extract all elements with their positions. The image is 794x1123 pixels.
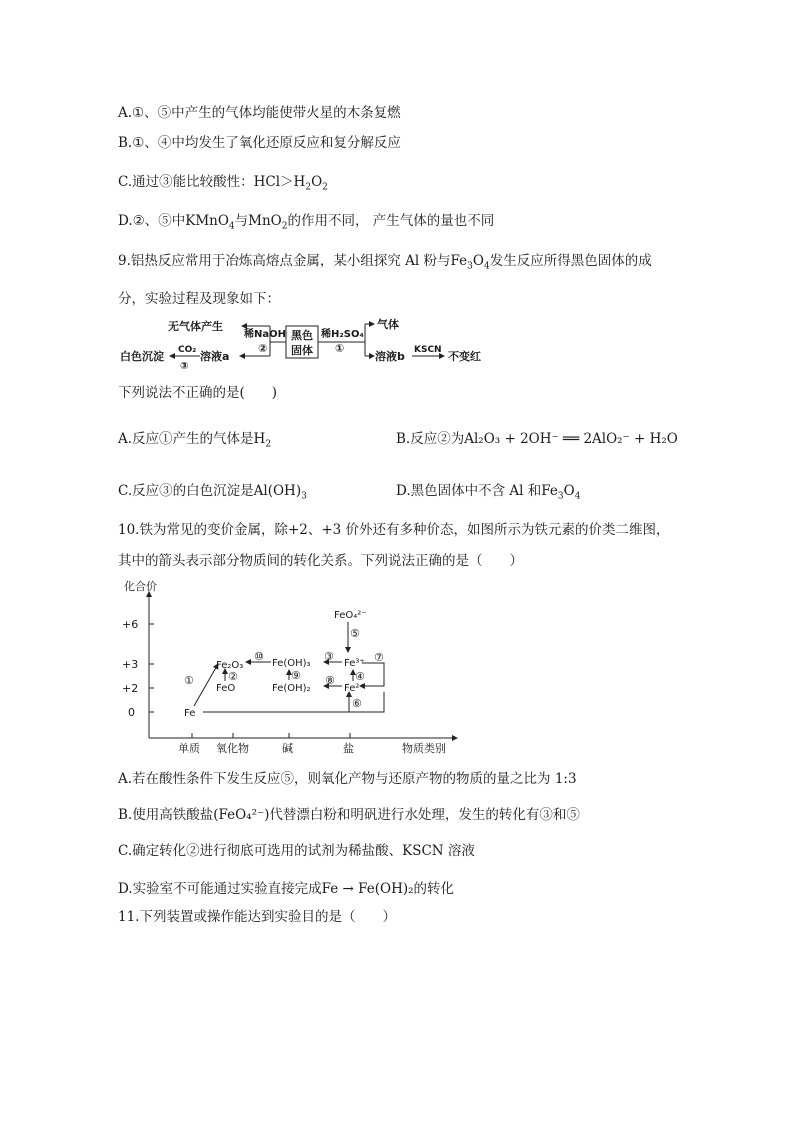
species-feo: FeO <box>216 683 236 694</box>
q9-option-a: A.反应①产生的气体是$H_2$ <box>118 431 272 450</box>
q9-option-b: B.反应②为Al₂O₃ + 2OH⁻ ══ 2AlO₂⁻ + H₂O <box>396 431 678 447</box>
q8-option-c: C.通过③能比较酸性：$HCl>H_2O_2$ <box>118 174 328 193</box>
flow-sol-b: 溶液b <box>375 350 405 363</box>
x-axis-title: 物质类别 <box>402 742 446 755</box>
q10-stem-line1: 10.铁为常见的变价金属，除+2、+3 价外还有多种价态，如图所示为铁元素的价类二维图， <box>118 522 670 538</box>
step-10: ⑩ <box>254 650 264 663</box>
step-7: ⑦ <box>374 651 384 664</box>
q8-option-d: D.②、⑤中KMnO$_4$与MnO$_2$的作用不同， 产生气体的量也不同 <box>118 213 495 232</box>
flow-step1: ① <box>335 342 345 355</box>
flow-naoh: 稀NaOH <box>244 329 286 340</box>
flow-black2: 固体 <box>291 344 313 357</box>
flow-no-gas: 无气体产生 <box>168 320 223 333</box>
species-fe2o3: Fe₂O₃ <box>216 660 244 671</box>
step-9: ⑨ <box>291 669 301 682</box>
q9-option-c: C.反应③的白色沉淀是$Al(OH)_3$ <box>118 483 307 502</box>
step-8: ⑧ <box>325 674 335 687</box>
x-tick-oxide: 氧化物 <box>216 742 249 755</box>
flow-co2: CO₂ <box>178 345 197 355</box>
species-feoh2: Fe(OH)₂ <box>272 683 311 694</box>
species-fe: Fe <box>184 708 196 719</box>
step-1: ① <box>184 674 194 687</box>
q8-option-a: A.①、⑤中产生的气体均能使带火星的木条复燃 <box>118 105 401 121</box>
iron-valence-diagram <box>112 580 472 758</box>
flow-sol-a: 溶液a <box>200 350 230 363</box>
flow-step3: ③ <box>180 361 189 370</box>
q9-option-d: D.黑色固体中不含 Al 和$Fe_3O_4$ <box>396 483 581 502</box>
flow-black1: 黑色 <box>291 329 313 342</box>
q10-option-a: A.若在酸性条件下发生反应⑤，则氧化产物与还原产物的物质的量之比为 1:3 <box>118 771 577 787</box>
flow-h2so4: 稀H₂SO₄ <box>321 329 364 340</box>
step-6: ⑥ <box>352 697 362 710</box>
q10-stem-line2: 其中的箭头表示部分物质间的转化关系。下列说法正确的是（ ） <box>118 553 523 569</box>
x-tick-base: 碱 <box>282 742 293 755</box>
q10-option-b: B.使用高铁酸盐(FeO₄²⁻)代替漂白粉和明矾进行水处理，发生的转化有③和⑤ <box>118 807 580 823</box>
y-tick-6: +6 <box>122 618 139 631</box>
species-feo4: FeO₄²⁻ <box>334 610 367 621</box>
x-tick-salt: 盐 <box>343 742 354 755</box>
flow-step2: ② <box>258 342 268 355</box>
q9-stem-line1: 9.铝热反应常用于冶炼高熔点金属，某小组探究 Al 粉与$Fe_3O_4$发生反应所得黑色固体的成 <box>118 253 652 272</box>
x-tick-element: 单质 <box>178 742 200 755</box>
flow-kscn: KSCN <box>414 345 442 355</box>
q9-stem-line2: 分，实验过程及现象如下： <box>118 291 280 307</box>
species-fe3plus: Fe³⁺ <box>344 658 365 669</box>
y-tick-0: 0 <box>128 706 135 719</box>
step-2: ② <box>228 670 238 683</box>
flow-gas: 气体 <box>377 318 399 331</box>
q9-flow-diagram <box>110 312 490 370</box>
y-tick-3: +3 <box>122 658 139 671</box>
y-tick-2: +2 <box>122 682 139 695</box>
flow-white-ppt: 白色沉淀 <box>120 350 164 363</box>
species-feoh3: Fe(OH)₃ <box>272 658 311 669</box>
q9-question: 下列说法不正确的是( ) <box>118 385 278 401</box>
q10-option-d: D.实验室不可能通过实验直接完成Fe → Fe(OH)₂的转化 <box>118 881 455 897</box>
flow-not-red: 不变红 <box>448 350 481 363</box>
q11-stem: 11.下列装置或操作能达到实验目的是（ ） <box>118 909 396 925</box>
y-axis-title: 化合价 <box>124 580 157 593</box>
step-3: ③ <box>324 650 334 663</box>
step-4: ④ <box>355 670 365 683</box>
q8-option-b: B.①、④中均发生了氧化还原反应和复分解反应 <box>118 135 401 151</box>
q10-option-c: C.确定转化②进行彻底可选用的试剂为稀盐酸、KSCN 溶液 <box>118 843 475 859</box>
step-5: ⑤ <box>350 627 360 640</box>
species-fe2plus: Fe²⁺ <box>344 683 365 694</box>
